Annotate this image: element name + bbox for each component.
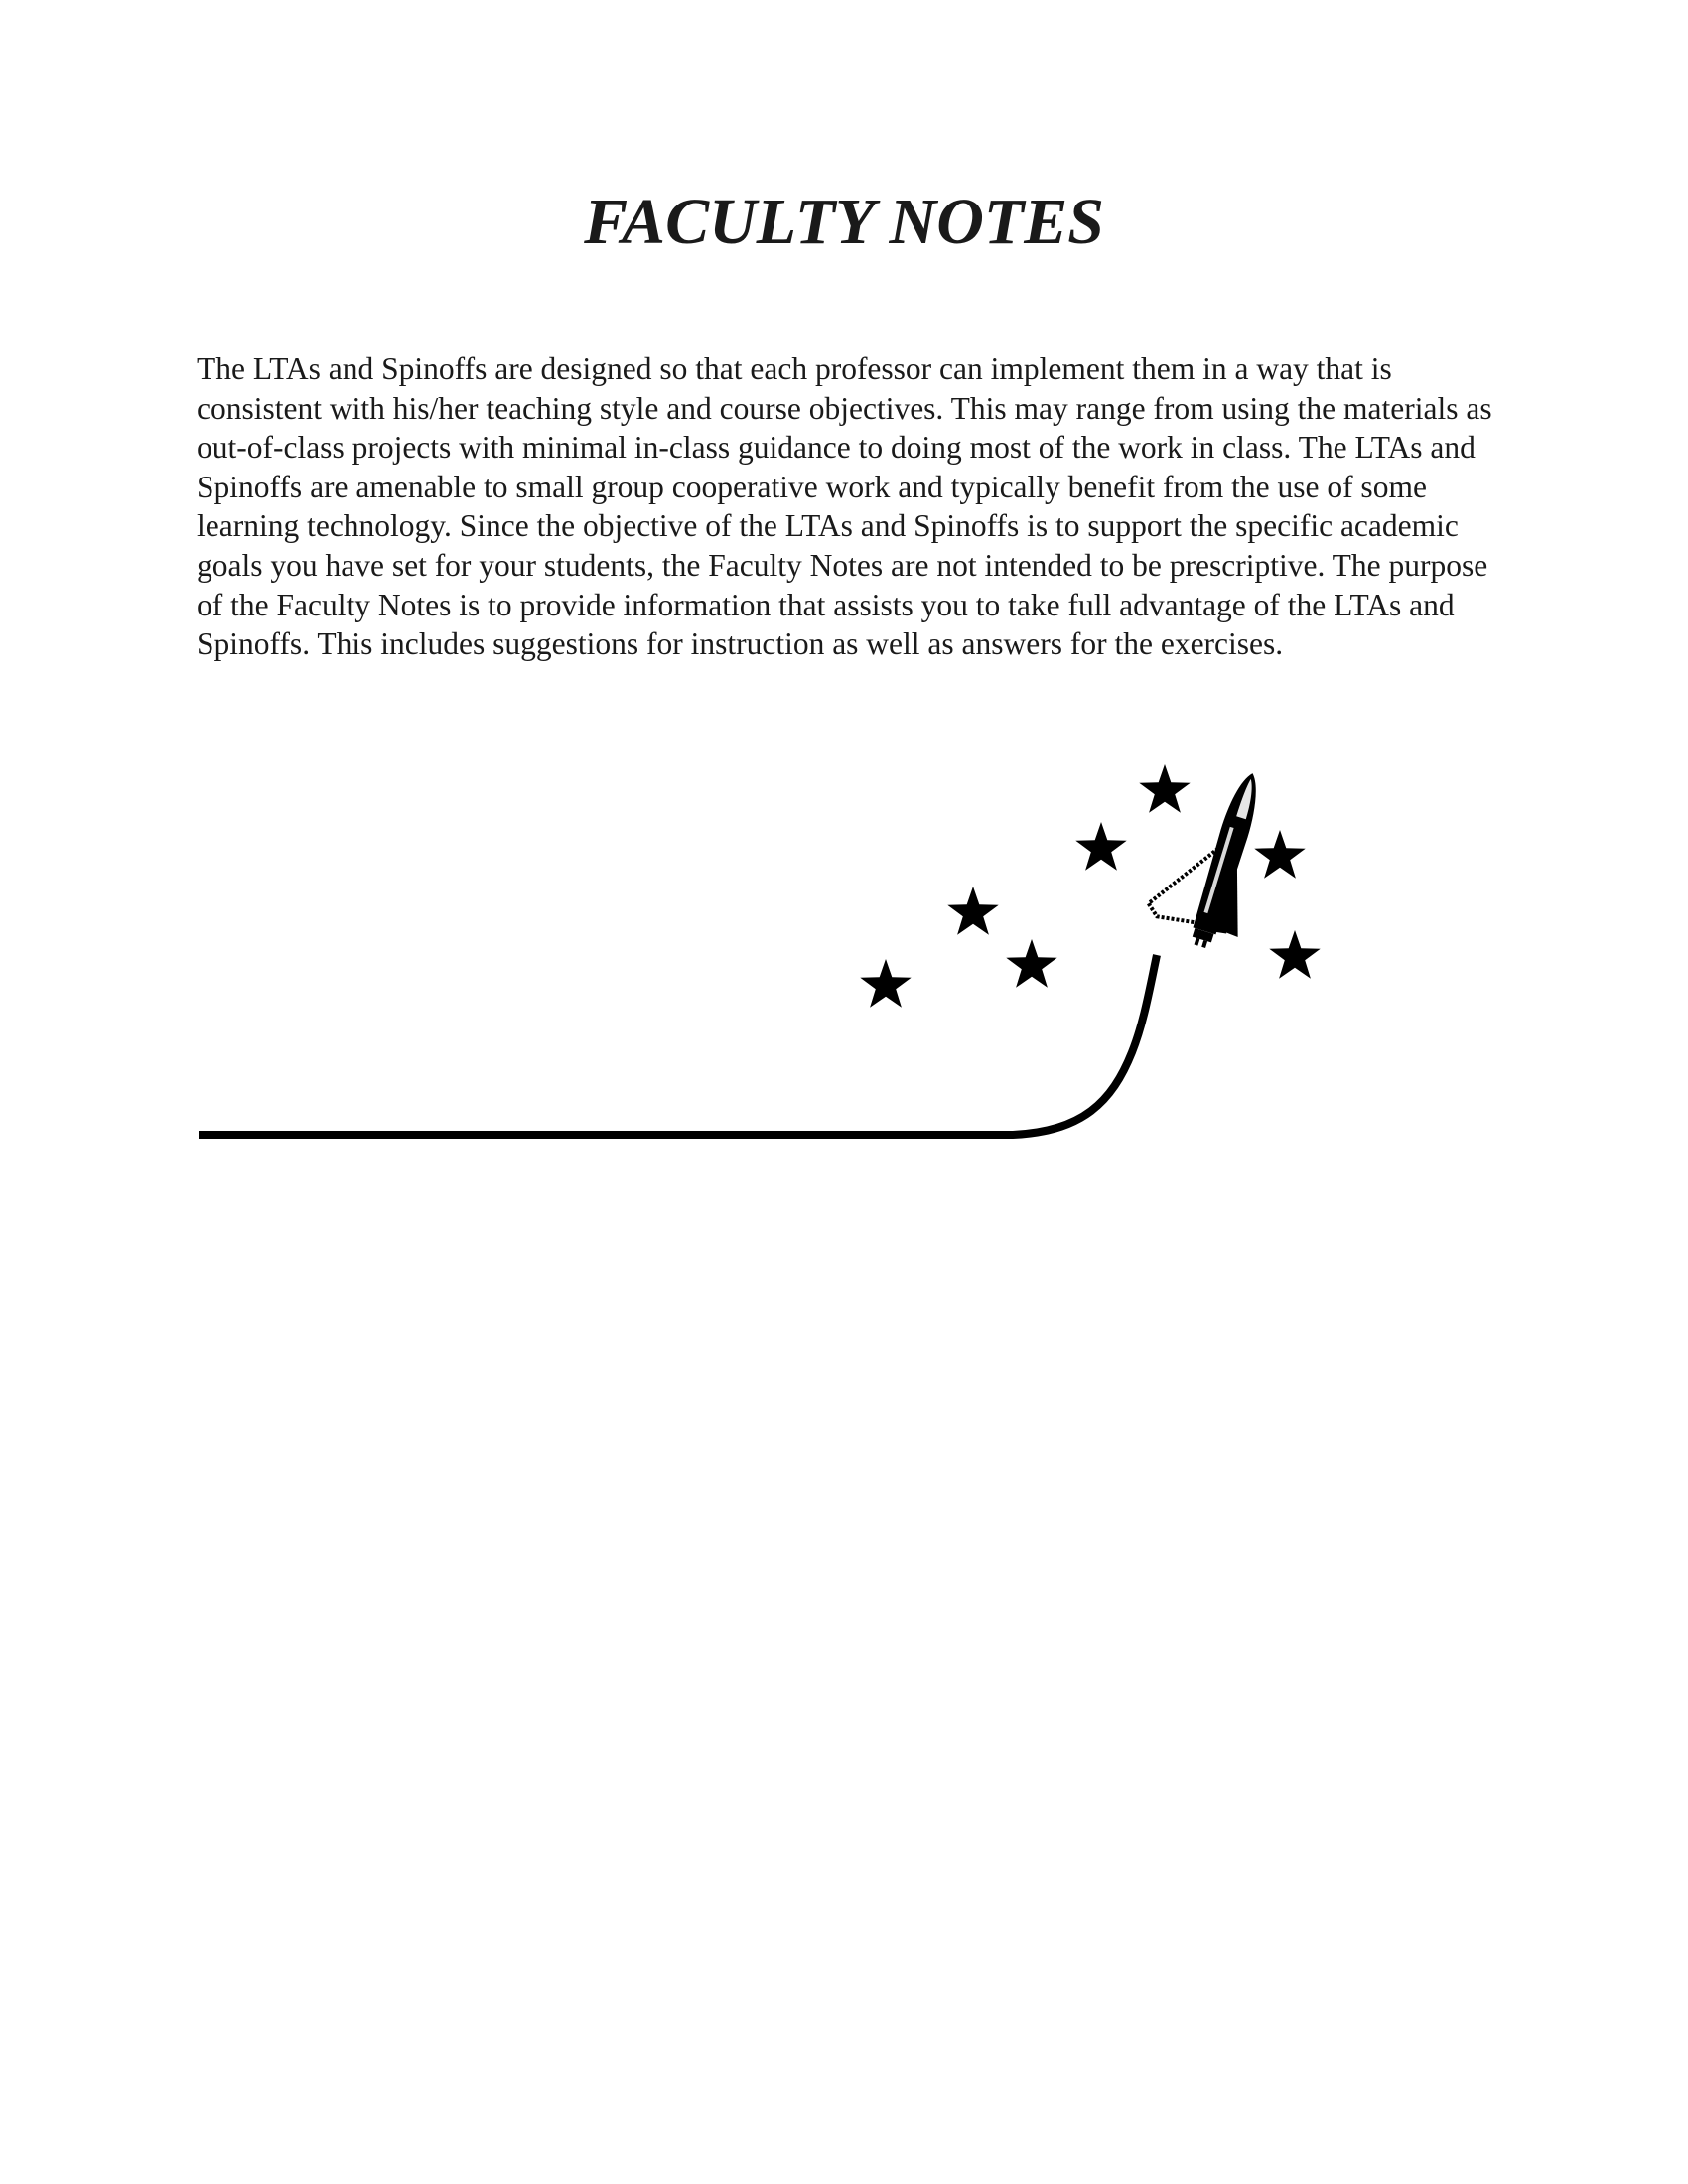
star-icon bbox=[1006, 939, 1056, 988]
star-icon bbox=[860, 959, 911, 1008]
star-icon bbox=[947, 887, 998, 935]
star-icon bbox=[1075, 822, 1126, 871]
star-icon bbox=[1139, 764, 1190, 813]
trajectory-line bbox=[199, 955, 1157, 1135]
intro-paragraph: The LTAs and Spinoffs are designed so that each professor can implement them in a way that is consistent with his/her teaching style and course objectives. This may range from using the materials as out-of-class projects with minimal in-class guidance to doing most of the work in class. The LTAs and Spinoffs are amenable to small group cooperative work and typically benefit from the use of some learning technology. Since the objective of the LTAs and Spinoffs is to support the specific academic goals you have set for your students, the Faculty Notes are not intended to be prescriptive. The purpose of the Faculty Notes is to provide information that assists you to take full advantage of the LTAs and Spinoffs. This includes suggestions for instruction as well as answers for the exercises. bbox=[197, 351, 1492, 662]
star-icon bbox=[1254, 830, 1305, 879]
page-title: FACULTY NOTES bbox=[584, 186, 1104, 258]
star-icon bbox=[1269, 930, 1320, 979]
